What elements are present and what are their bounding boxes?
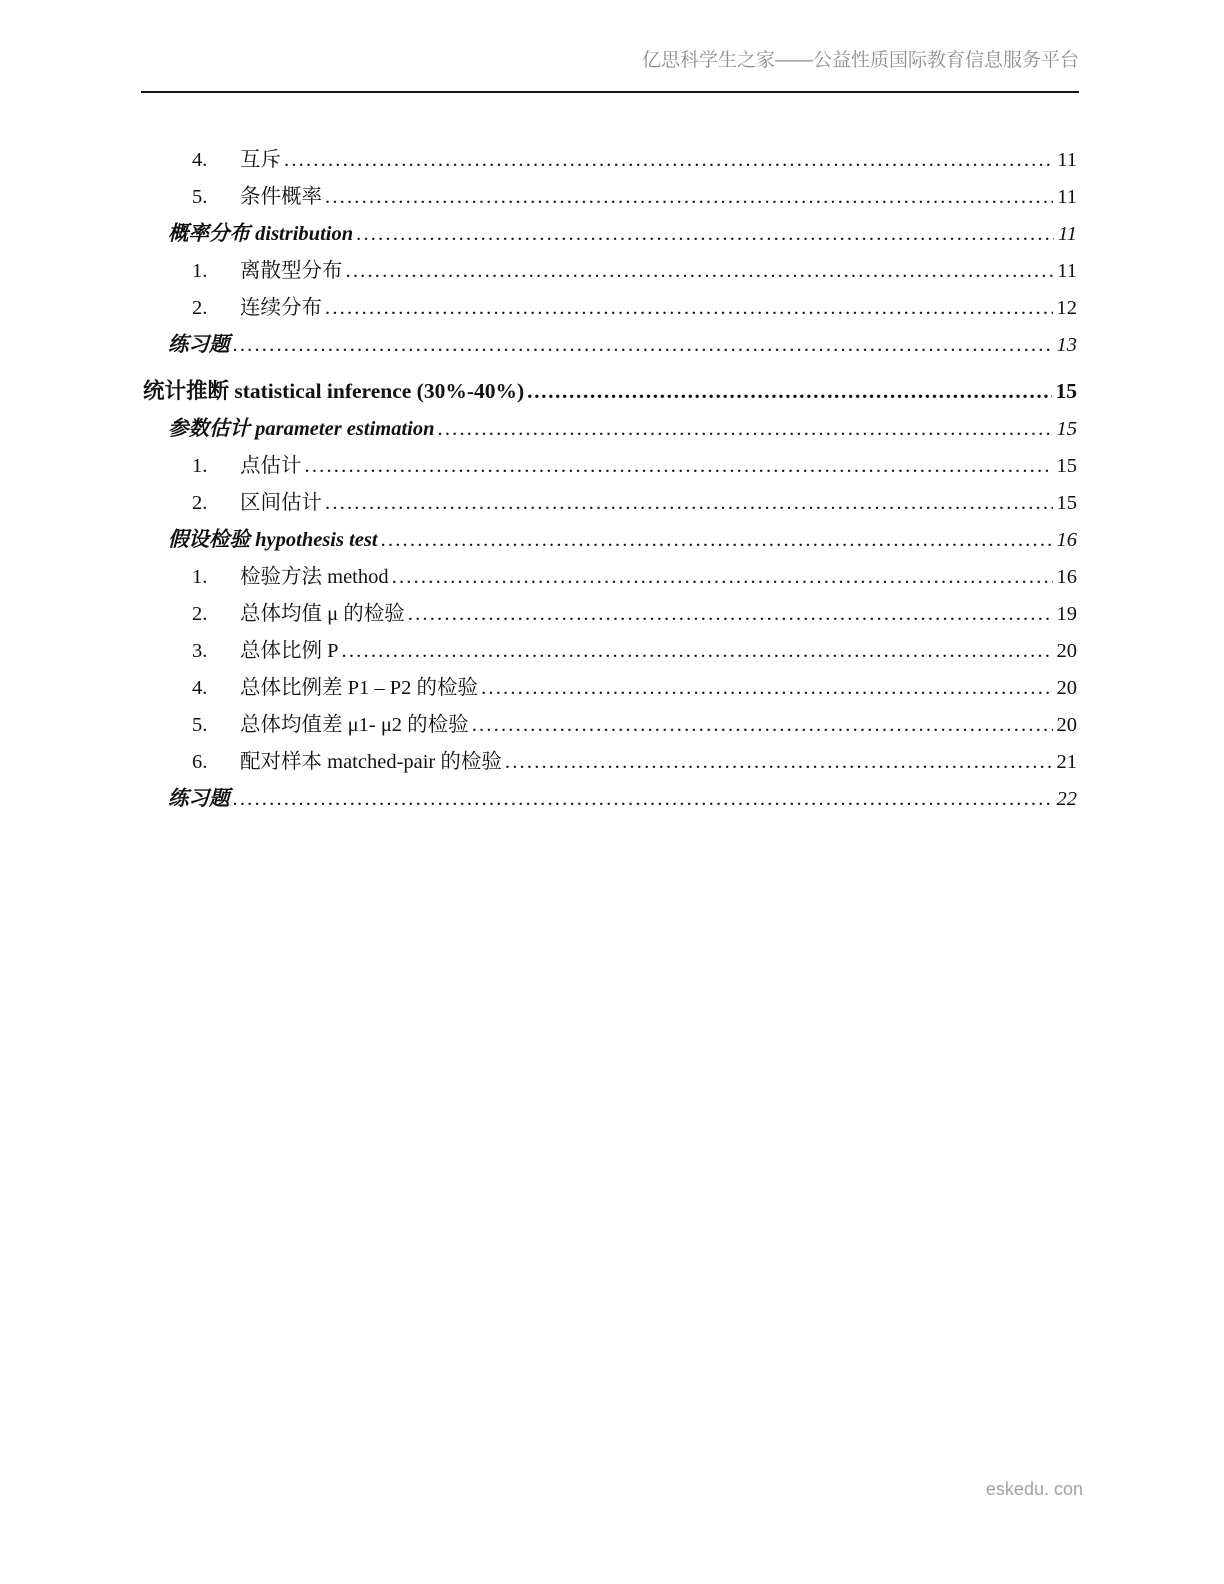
- toc-entry-label: 条件概率: [240, 186, 322, 208]
- toc-entry[interactable]: [143, 676, 1077, 700]
- toc-entry-number: 4.: [192, 677, 208, 699]
- page-header-text: 亿思科学生之家——公益性质国际教育信息服务平台: [641, 50, 1079, 71]
- toc-leader-dots: [356, 222, 1054, 246]
- toc-entry[interactable]: [143, 787, 1077, 811]
- toc-entry-label: 假设检验 hypothesis test: [168, 529, 378, 551]
- toc-entry[interactable]: [143, 222, 1077, 246]
- toc-page-number: 11: [1057, 260, 1077, 282]
- toc-entry-label: 总体均值差 μ1- μ2 的检验: [240, 714, 469, 736]
- toc-entry[interactable]: [143, 639, 1077, 663]
- toc-entry-number: 5.: [192, 714, 208, 736]
- toc-page-number: 12: [1056, 297, 1077, 319]
- toc-entry[interactable]: [143, 750, 1077, 774]
- toc-page-number: 11: [1057, 186, 1077, 208]
- toc-entry-number: 6.: [192, 751, 208, 773]
- toc-entry[interactable]: [143, 185, 1077, 209]
- toc-entry-label: 总体比例 P: [240, 640, 339, 662]
- toc-leader-dots: [346, 259, 1054, 283]
- toc-entry[interactable]: [143, 454, 1077, 478]
- toc-page-number: 11: [1057, 149, 1077, 171]
- toc-entry-number: 1.: [192, 260, 208, 282]
- toc-entry-label: 参数估计 parameter estimation: [168, 418, 435, 440]
- toc-entry[interactable]: [143, 333, 1077, 357]
- toc-page-number: 11: [1058, 223, 1077, 245]
- toc-page-number: 15: [1056, 455, 1077, 477]
- toc-entry[interactable]: [143, 491, 1077, 515]
- toc-entry[interactable]: [143, 528, 1077, 552]
- toc-leader-dots: [325, 185, 1053, 209]
- toc-leader-dots: [233, 333, 1053, 357]
- toc-entry-number: 5.: [192, 186, 208, 208]
- toc-page-number: 21: [1056, 751, 1077, 773]
- toc-leader-dots: [392, 565, 1053, 589]
- toc-leader-dots: [481, 676, 1052, 700]
- toc-entry-label: 点估计: [240, 455, 302, 477]
- toc-page-number: 19: [1056, 603, 1077, 625]
- toc-page-number: 20: [1056, 640, 1077, 662]
- toc-entry[interactable]: [143, 259, 1077, 283]
- toc-leader-dots: [408, 602, 1053, 626]
- toc-page-number: 15: [1056, 418, 1077, 440]
- toc-entry-label: 检验方法 method: [240, 566, 389, 588]
- header-divider-line: [141, 91, 1079, 93]
- toc-leader-dots: [325, 296, 1053, 320]
- toc-page-number: 15: [1055, 379, 1077, 403]
- toc-entry[interactable]: [143, 148, 1077, 172]
- toc-leader-dots: [527, 378, 1051, 404]
- toc-entry-number: 2.: [192, 297, 208, 319]
- toc-leader-dots: [472, 713, 1053, 737]
- toc: [143, 148, 1077, 824]
- toc-entry-number: 1.: [192, 455, 208, 477]
- toc-entry[interactable]: [143, 713, 1077, 737]
- toc-entry-number: 3.: [192, 640, 208, 662]
- toc-entry[interactable]: [143, 296, 1077, 320]
- toc-entry-label: 总体比例差 P1 – P2 的检验: [240, 677, 479, 699]
- toc-leader-dots: [381, 528, 1053, 552]
- toc-leader-dots: [284, 148, 1053, 172]
- toc-leader-dots: [305, 454, 1053, 478]
- toc-page-number: 13: [1056, 334, 1077, 356]
- toc-entry-number: 1.: [192, 566, 208, 588]
- toc-leader-dots: [233, 787, 1053, 811]
- toc-page-number: 20: [1056, 714, 1077, 736]
- toc-entry[interactable]: [143, 417, 1077, 441]
- toc-entry-label: 配对样本 matched-pair 的检验: [240, 751, 502, 773]
- toc-page-number: 16: [1056, 529, 1077, 551]
- toc-page-number: 22: [1056, 788, 1077, 810]
- toc-entry-label: 区间估计: [240, 492, 322, 514]
- toc-page-number: 20: [1056, 677, 1077, 699]
- toc-entry-number: 2.: [192, 492, 208, 514]
- toc-leader-dots: [438, 417, 1053, 441]
- toc-entry-label: 统计推断 statistical inference (30%-40%): [143, 379, 525, 403]
- toc-leader-dots: [342, 639, 1053, 663]
- toc-entry[interactable]: [143, 565, 1077, 589]
- toc-entry-label: 离散型分布: [240, 260, 343, 282]
- toc-entry-label: 练习题: [168, 788, 230, 810]
- toc-page-number: 15: [1056, 492, 1077, 514]
- toc-entry[interactable]: [143, 602, 1077, 626]
- toc-leader-dots: [325, 491, 1053, 515]
- toc-entry-number: 4.: [192, 149, 208, 171]
- toc-entry-label: 互斥: [240, 149, 281, 171]
- toc-page-number: 16: [1056, 566, 1077, 588]
- footer-watermark: eskedu. con: [985, 1479, 1083, 1499]
- toc-leader-dots: [505, 750, 1053, 774]
- toc-entry-label: 总体均值 μ 的检验: [240, 603, 405, 625]
- toc-entry[interactable]: [143, 378, 1077, 404]
- toc-entry-label: 练习题: [168, 334, 230, 356]
- toc-entry-number: 2.: [192, 603, 208, 625]
- toc-entry-label: 概率分布 distribution: [168, 223, 354, 245]
- toc-entry-label: 连续分布: [240, 297, 322, 319]
